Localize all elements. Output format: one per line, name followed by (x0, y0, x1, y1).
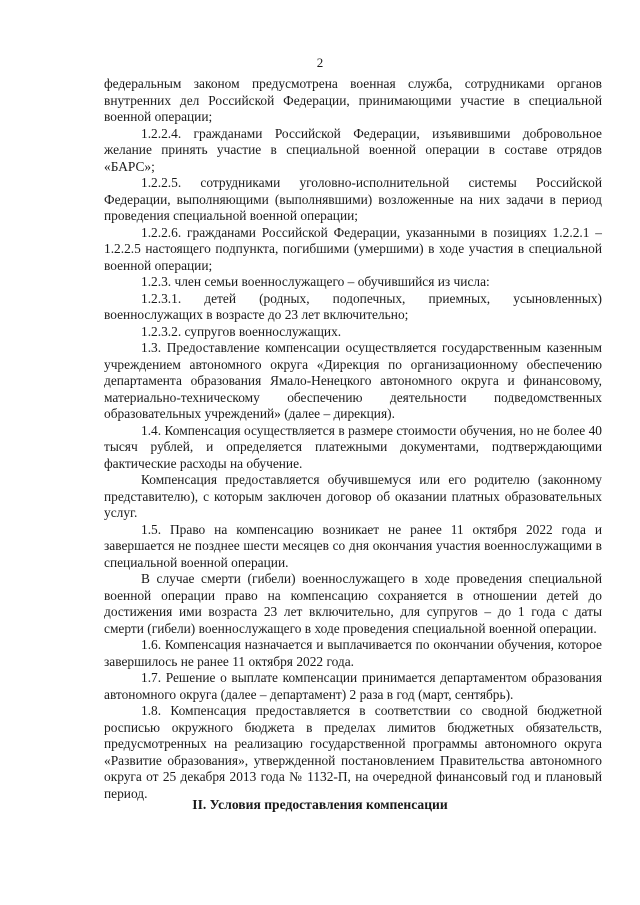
document-body (104, 76, 602, 802)
paragraph-1-8: 1.8. Компенсация предоставляется в соответствии со сводной бюджетной росписью окружного бюджета в пределах лимитов бюджетных обязательств, предусмотренных на реализацию государственной программы автономного округа «Развитие образования», утвержденной постановлением Правительства автономного округа от 25 декабря 2013 года № 1132-П, на очередной финансовый год и плановый период. (104, 703, 602, 801)
paragraph-1-7: 1.7. Решение о выплате компенсации принимается департаментом образования автономного округа (далее – департамент) 2 раза в год (март, сентябрь). (104, 670, 602, 702)
paragraph-1-3: 1.3. Предоставление компенсации осуществляется государственным казенным учреждением автономного округа «Дирекция по организационному обеспечению департамента образования Ямало-Ненецкого автономного округа и финансовому, материально-техническому обеспечению деятельности подведомственных образовательных учреждений» (далее – дирекция). (104, 340, 602, 421)
paragraph-1-2-3-1: 1.2.3.1. детей (родных, подопечных, приемных, усыновленных) военнослужащих в возрасте до 23 лет включительно; (104, 290, 602, 322)
paragraph-1-2-2-4: 1.2.2.4. гражданами Российской Федерации, изъявившими добровольное желание принять участие в специальной военной операции в составе отрядов «БАРС»; (104, 125, 602, 174)
paragraph-continuation: федеральным законом предусмотрена военная служба, сотрудниками органов внутренних дел Российской Федерации, принимающими участие в специальной военной операции; (104, 76, 602, 124)
paragraph-1-6: 1.6. Компенсация назначается и выплачивается по окончании обучения, которое завершилось не ранее 11 октября 2022 года. (104, 637, 602, 669)
paragraph-1-4: 1.4. Компенсация осуществляется в размере стоимости обучения, но не более 40 тысяч рублей, и определяется платежными документами, подтверждающими фактические расходы на обучение. (104, 422, 602, 471)
paragraph-1-2-3-2: 1.2.3.2. супругов военнослужащих. (141, 323, 342, 339)
paragraph-1-2-2-6: 1.2.2.6. гражданами Российской Федерации, указанными в позициях 1.2.2.1 – 1.2.2.5 настоящего подпункта, погибшими (умершими) в ходе участия в специальной военной операции; (104, 224, 602, 273)
paragraph-1-5: 1.5. Право на компенсацию возникает не ранее 11 октября 2022 года и завершается не позднее шести месяцев со дня окончания участия военнослужащими в специальной военной операции. (104, 521, 602, 570)
paragraph-1-4-cont: Компенсация предоставляется обучившемуся или его родителю (законному представителю), с которым заключен договор об оказании платных образовательных услуг. (104, 472, 602, 520)
paragraph-1-2-2-5: 1.2.2.5. сотрудниками уголовно-исполнительной системы Российской Федерации, выполняющими (выполнявшими) возложенные на них задачи в период проведения специальной военной операции; (104, 175, 602, 223)
paragraph-1-5-cont: В случае смерти (гибели) военнослужащего в ходе проведения специальной военной операции право на компенсацию сохраняется в отношении детей до достижения ими возраста 23 лет включительно, для супругов – до 1 года с даты смерти (гибели) военнослужащего в ходе проведения специальной военной операции. (104, 571, 602, 636)
page-number: 2 (316, 55, 324, 70)
paragraph-1-2-3: 1.2.3. член семьи военнослужащего – обучившийся из числа: (141, 274, 490, 289)
section-heading: II. Условия предоставления компенсации (192, 797, 448, 812)
